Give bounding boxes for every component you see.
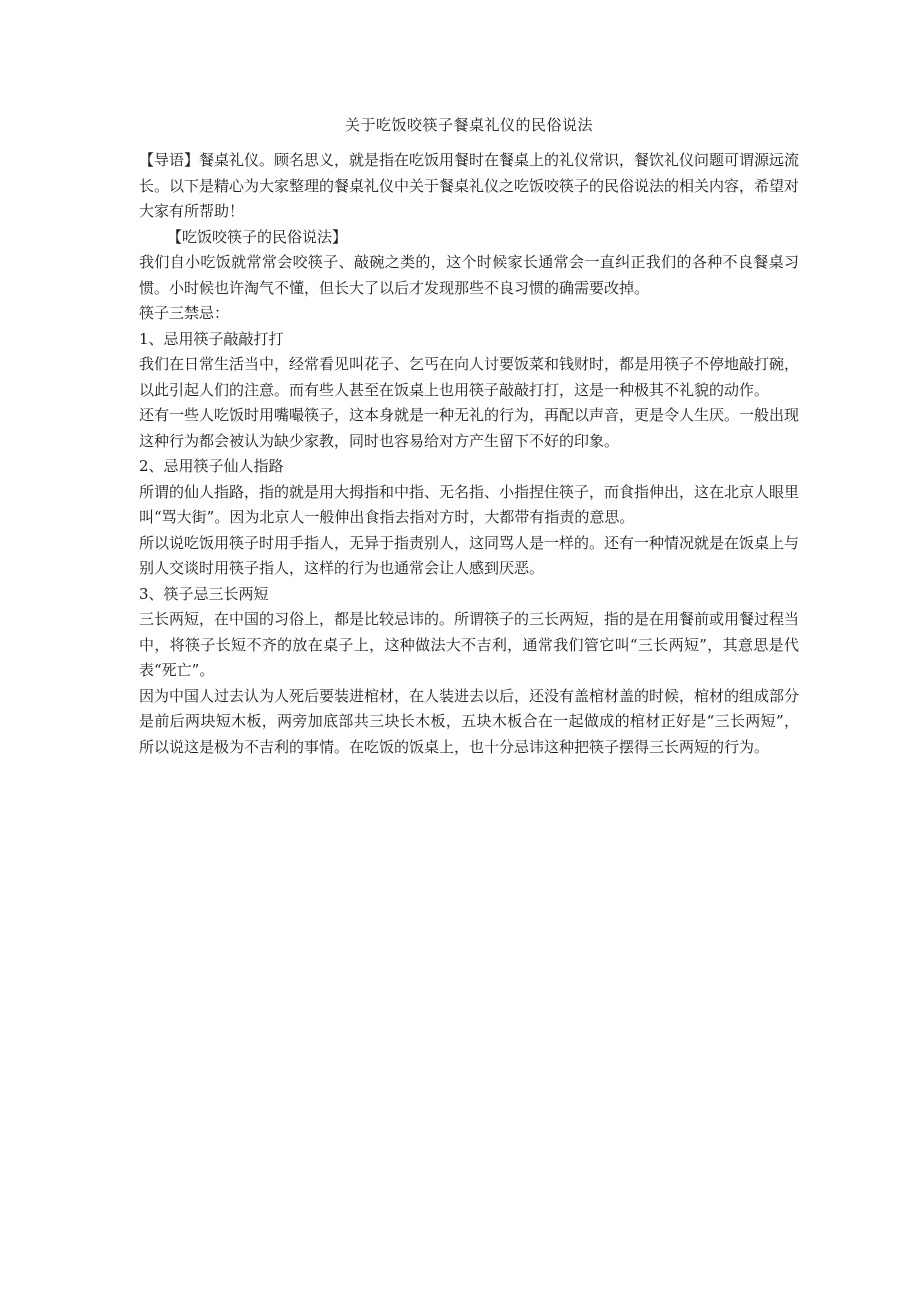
body-paragraph: 我们在日常生活当中，经常看见叫花子、乞丐在向人讨要饭菜和钱财时，都是用筷子不停地敲打碗，以此引起人们的注意。而有些人甚至在饭桌上也用筷子敲敲打打，这是一种极其不礼貌的动作。 xyxy=(139,355,800,399)
body-paragraph: 所以说吃饭用筷子时用手指人，无异于指责别人，这同骂人是一样的。还有一种情况就是在饭桌上与别人交谈时用筷子指人，这样的行为也通常会让人感到厌恶。 xyxy=(139,533,800,577)
section-heading: 【吃饭咬筷子的民俗说法】 xyxy=(167,227,348,246)
intro-paragraph: 【导语】餐桌礼仪。顾名思义，就是指在吃饭用餐时在餐桌上的礼仪常识，餐饮礼仪问题可谓源远流长。以下是精心为大家整理的餐桌礼仪中关于餐桌礼仪之吃饭咬筷子的民俗说法的相关内容，希望对大家有所帮助！ xyxy=(139,151,800,220)
list-heading: 筷子三禁忌： xyxy=(139,304,230,322)
document-body xyxy=(139,112,799,760)
body-paragraph: 三长两短，在中国的习俗上，都是比较忌讳的。所谓筷子的三长两短，指的是在用餐前或用餐过程当中，将筷子长短不齐的放在桌子上，这种做法大不吉利，通常我们管它叫“三长两短”，其意思是代表“死亡”。 xyxy=(139,610,800,679)
body-paragraph: 所谓的仙人指路，指的就是用大拇指和中指、无名指、小指捏住筷子，而食指伸出，这在北京人眼里叫“骂大街”。因为北京人一般伸出食指去指对方时，大都带有指责的意思。 xyxy=(139,482,800,526)
document-title: 关于吃饭咬筷子餐桌礼仪的民俗说法 xyxy=(344,116,593,134)
taboo-heading-1: 1、忌用筷子敲敲打打 xyxy=(139,329,284,348)
body-paragraph: 因为中国人过去认为人死后要装进棺材，在人装进去以后，还没有盖棺材盖的时候，棺材的组成部分是前后两块短木板，两旁加底部共三块长木板，五块木板合在一起做成的棺材正好是“三长两短”，所以说这是极为不吉利的事情。在吃饭的饭桌上，也十分忌讳这种把筷子摆得三长两短的行为。 xyxy=(139,686,800,756)
taboo-heading-2: 2、忌用筷子仙人指路 xyxy=(139,457,284,475)
taboo-heading-3: 3、筷子忌三长两短 xyxy=(139,584,269,603)
body-paragraph: 还有一些人吃饭时用嘴嘬筷子，这本身就是一种无礼的行为，再配以声音，更是令人生厌。一般出现这种行为都会被认为缺少家教，同时也容易给对方产生留下不好的印象。 xyxy=(139,406,800,450)
body-paragraph: 我们自小吃饭就常常会咬筷子、敲碗之类的，这个时候家长通常会一直纠正我们的各种不良餐桌习惯。小时候也许淘气不懂，但长大了以后才发现那些不良习惯的确需要改掉。 xyxy=(139,253,799,297)
